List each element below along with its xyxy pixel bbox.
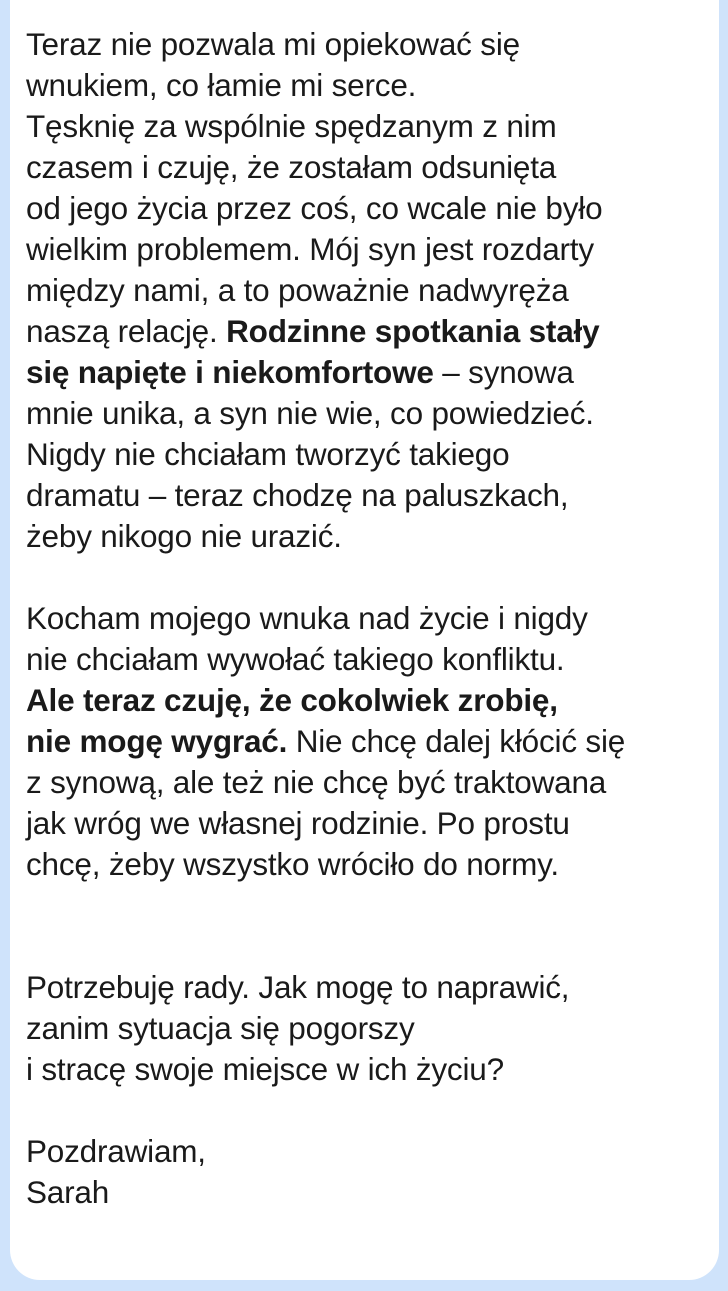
text-segment: Nie chcę dalej kłócić się bbox=[287, 723, 626, 759]
message-signoff bbox=[26, 1131, 705, 1213]
text-line: Nigdy nie chciałam tworzyć takiego bbox=[26, 436, 510, 472]
text-line bbox=[26, 352, 705, 393]
text-segment: naszą relację. bbox=[26, 313, 227, 349]
text-line: zanim sytuacja się pogorszy bbox=[26, 1010, 415, 1046]
text-line: Potrzebuję rady. Jak mogę to naprawić, bbox=[26, 969, 570, 1005]
text-line: mnie unika, a syn nie wie, co powiedzieć. bbox=[26, 395, 594, 431]
text-line: od jego życia przez coś, co wcale nie było bbox=[26, 190, 603, 226]
text-line: chcę, żeby wszystko wróciło do normy. bbox=[26, 846, 559, 882]
text-line: Tęsknię za wspólnie spędzanym z nim bbox=[26, 108, 557, 144]
signoff-greeting: Pozdrawiam, bbox=[26, 1133, 206, 1169]
text-line bbox=[26, 311, 705, 352]
text-line: żeby nikogo nie urazić. bbox=[26, 518, 342, 554]
text-segment: – synowa bbox=[433, 354, 574, 390]
text-line: Kocham mojego wnuka nad życie i nigdy bbox=[26, 600, 588, 636]
text-line: dramatu – teraz chodzę na paluszkach, bbox=[26, 477, 569, 513]
bold-text: się napięte i niekomfortowe bbox=[26, 354, 434, 390]
paragraph-spacer bbox=[26, 885, 705, 967]
text-line: między nami, a to poważnie nadwyręża bbox=[26, 272, 569, 308]
text-line bbox=[26, 680, 705, 721]
text-line: Teraz nie pozwala mi opiekować się bbox=[26, 26, 520, 62]
paragraph-spacer bbox=[26, 557, 705, 598]
text-line: jak wróg we własnej rodzinie. Po prostu bbox=[26, 805, 570, 841]
text-line: z synową, ale też nie chcę być traktowana bbox=[26, 764, 607, 800]
text-line: nie chciałam wywołać takiego konfliktu. bbox=[26, 641, 565, 677]
text-line: wielkim problemem. Mój syn jest rozdarty bbox=[26, 231, 594, 267]
message-paragraph-1 bbox=[26, 24, 705, 557]
bold-text: nie mogę wygrać. bbox=[26, 723, 288, 759]
signoff-name: Sarah bbox=[26, 1174, 110, 1210]
text-line bbox=[26, 721, 705, 762]
bold-text: Rodzinne spotkania stały bbox=[226, 313, 600, 349]
bold-text: Ale teraz czuję, że cokolwiek zrobię, bbox=[26, 682, 558, 718]
message-paragraph-2 bbox=[26, 598, 705, 885]
paragraph-spacer bbox=[26, 1090, 705, 1131]
message-paragraph-3 bbox=[26, 967, 705, 1090]
text-line: czasem i czuję, że zostałam odsunięta bbox=[26, 149, 557, 185]
message-card bbox=[10, 0, 719, 1280]
text-line: wnukiem, co łamie mi serce. bbox=[26, 67, 417, 103]
text-line: i stracę swoje miejsce w ich życiu? bbox=[26, 1051, 504, 1087]
